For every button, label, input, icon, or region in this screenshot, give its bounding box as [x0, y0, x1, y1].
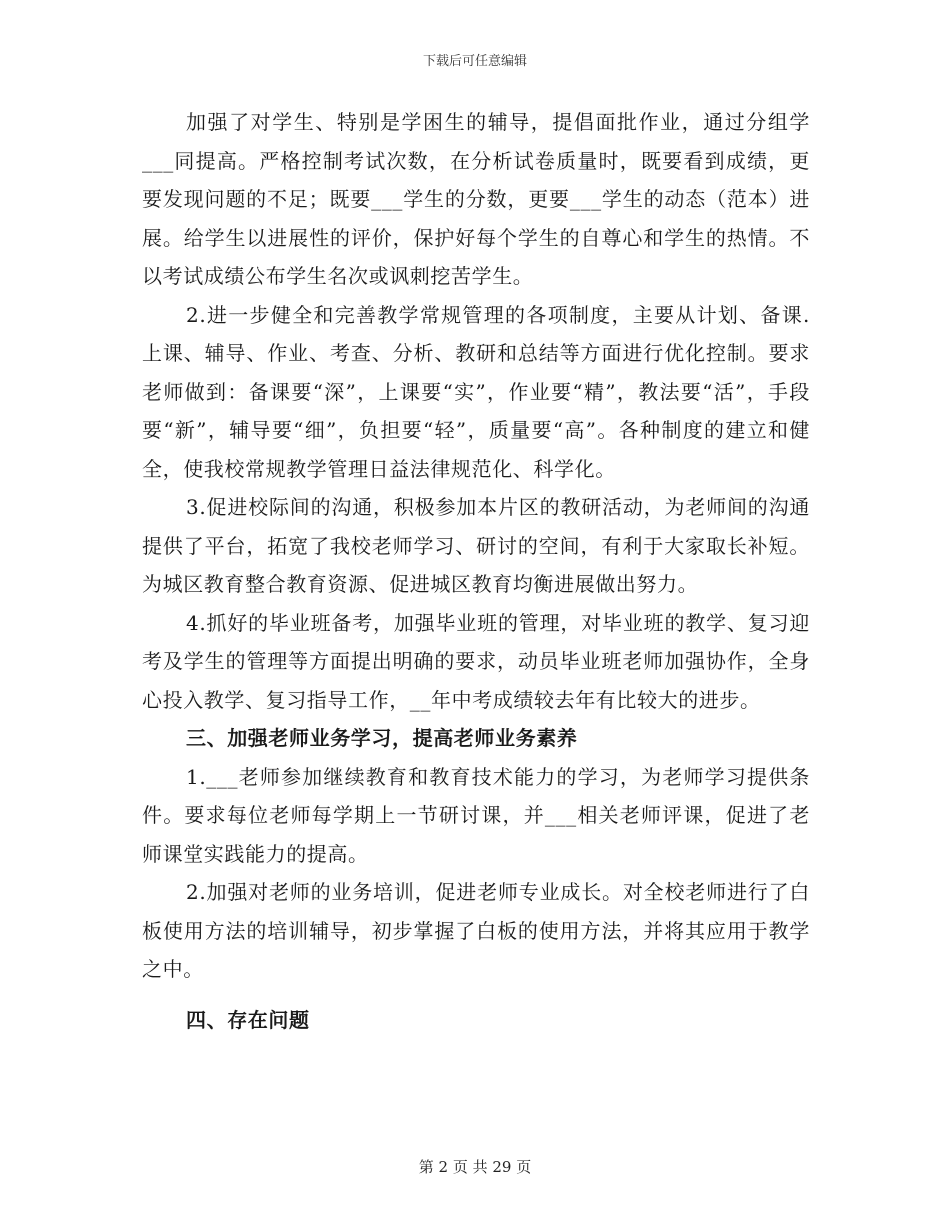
page-header-note: 下载后可任意编辑 [422, 54, 527, 69]
paragraph-graduating-class: 4.抓好的毕业班备考，加强毕业班的管理，对毕业班的教学、复习迎考及学生的管理等方面提出明确的要求，动员毕业班老师加强协作，全身心投入教学、复习指导工作，__年中考成绩较去年有比较大的进步。 [142, 610, 810, 712]
page-number-footer: 第 2 页 共 29 页 [418, 1158, 532, 1176]
paragraph-routine-management: 2.进一步健全和完善教学常规管理的各项制度，主要从计划、备课.上课、辅导、作业、考查、分析、教研和总结等方面进行优化控制。要求老师做到：备课要“深”，上课要“实”，作业要“精”，教法要“活”，手段要“新”，辅导要“细”，负担要“轻”，质量要“高”。各种制度的建立和健全，使我校常规教学管理日益法律规范化、科学化。 [142, 302, 810, 481]
section-heading-existing-problems: 四、存在问题 [186, 1007, 310, 1032]
paragraph-teacher-training: 2.加强对老师的业务培训，促进老师专业成长。对全校老师进行了白板使用方法的培训辅导，初步掌握了白板的使用方法，并将其应用于教学之中。 [142, 880, 810, 981]
document-body [142, 103, 810, 1039]
paragraph-continuing-education: 1.___老师参加继续教育和教育技术能力的学习，为老师学习提供条件。要求每位老师每学期上一节研讨课，并___相关老师评课，促进了老师课堂实践能力的提高。 [142, 764, 810, 866]
section-heading-teacher-learning: 三、加强老师业务学习，提高老师业务素养 [186, 726, 578, 750]
paragraph-inter-school-communication: 3.促进校际间的沟通，积极参加本片区的教研活动，为老师间的沟通提供了平台，拓宽了我校老师学习、研讨的空间，有利于大家取长补短。为城区教育整合教育资源、促进城区教育均衡进展做出努力。 [142, 495, 810, 596]
paragraph-student-tutoring: 加强了对学生、特别是学困生的辅导，提倡面批作业，通过分组学___同提高。严格控制考试次数，在分析试卷质量时，既要看到成绩，更要发现问题的不足；既要___学生的分数，更要___学生的动态（范本）进展。给学生以进展性的评价，保护好每个学生的自尊心和学生的热情。不以考试成绩公布学生名次或讽刺挖苦学生。 [142, 110, 810, 288]
